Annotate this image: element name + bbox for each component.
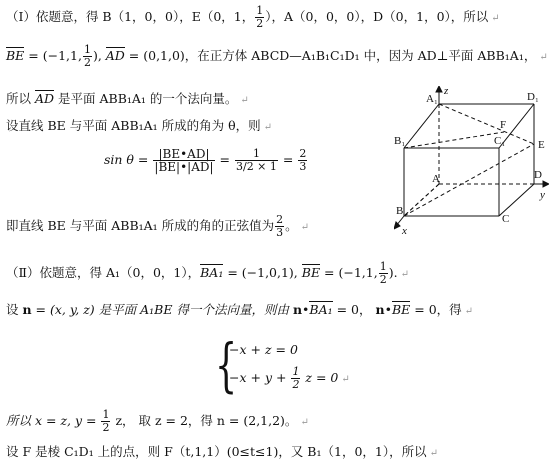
cube-edges — [404, 104, 534, 216]
sine-formula — [104, 148, 308, 173]
line-7-text-b: = (−1,0,1), — [223, 265, 302, 280]
cube-diagram — [394, 86, 549, 236]
return-mark: ↵ — [429, 448, 438, 459]
fraction-numerator: 1 — [83, 43, 91, 56]
line-1-text-a: （Ⅰ）依题意，得 B（1，0，0），E（0，1， — [6, 9, 255, 24]
return-mark: ↵ — [400, 269, 409, 280]
fraction-denominator: |BE|•|AD| — [154, 160, 214, 174]
vector-n: n — [375, 302, 385, 317]
line-8-text-b: = (x, y, z) 是平面 A₁BE 得一个法向量，则由 — [31, 302, 293, 317]
line-8-text-f: = 0，得 — [410, 302, 462, 317]
line-8-text-d: = 0， — [332, 302, 376, 317]
fraction-two-thirds — [275, 214, 284, 239]
label-e: E — [538, 139, 545, 151]
line-3-text-b: 是平面 ABB₁A₁ 的一个法向量。 — [54, 91, 238, 106]
label-d1: D₁ — [527, 91, 539, 103]
text-line-7 — [6, 261, 409, 286]
line-2-text-c: = (0,1,0)，在正方体 ABCD—A₁B₁C₁D₁ 中，因为 AD⊥平面 ABB₁A₁， — [124, 48, 537, 63]
return-mark: ↵ — [491, 13, 500, 24]
fraction-numerator: 2 — [299, 147, 307, 160]
text-line-4 — [6, 118, 272, 136]
equals-sign: = — [219, 152, 230, 167]
fraction-half — [291, 366, 300, 391]
fraction-two-thirds — [298, 148, 307, 173]
line-6-text-b: 。 — [285, 218, 298, 233]
line-7-text-d: ). — [388, 265, 398, 280]
segment-a-b-dashed — [404, 184, 439, 216]
fraction-half — [101, 409, 110, 434]
line-3-text-a: 所以 — [6, 91, 35, 106]
x-axis-arrow — [394, 222, 400, 229]
fraction-denominator: 2 — [256, 17, 264, 30]
label-x: x — [402, 225, 407, 236]
vector-ad: AD — [34, 91, 55, 106]
dot-operator: • — [302, 302, 310, 317]
label-f: F — [500, 119, 507, 131]
fraction-numerator: 2 — [276, 213, 284, 226]
line-9-text-a: 所以 x = z, y = — [6, 413, 101, 428]
fraction-one-over — [235, 148, 278, 173]
text-line-10 — [6, 444, 438, 462]
line-10-text: 设 F 是棱 C₁D₁ 上的点，则 F（t,1,1）(0≤t≤1)，又 B₁（1，0，1），所以 — [6, 444, 427, 459]
dot-operator: • — [384, 302, 392, 317]
hidden-edges — [404, 104, 534, 216]
line-2-text-a: = (−1,1, — [24, 48, 82, 63]
label-y: y — [540, 189, 545, 201]
text-line-9 — [6, 409, 309, 434]
fraction-half — [83, 44, 92, 69]
segment-a1-e — [439, 104, 534, 144]
fraction-numerator: 1 — [256, 4, 264, 17]
line-7-text-c: = (−1,1, — [320, 265, 378, 280]
label-b1: B₁ — [394, 135, 406, 147]
equation-2-text-a: −x + y + — [229, 370, 291, 385]
vector-ba1: BA₁ — [309, 302, 333, 317]
equation-2-text-b: z = 0 — [301, 370, 339, 385]
vector-be: BE — [391, 302, 411, 317]
return-mark: ↵ — [240, 95, 249, 106]
edge-a1-b1 — [404, 104, 439, 148]
vector-ad: AD — [105, 48, 125, 63]
line-9-text-b: z， 取 z = 2，得 n = (2,1,2)。 — [111, 413, 298, 428]
text-line-2 — [6, 44, 548, 69]
fraction-denominator: 2 — [379, 273, 387, 286]
fraction-half — [255, 5, 264, 30]
y-axis-arrow — [543, 181, 549, 187]
fraction-numerator: |BE•AD| — [153, 148, 214, 161]
fraction-denominator: 2 — [292, 378, 300, 391]
text-line-8 — [6, 302, 473, 320]
line-4-text: 设直线 BE 与平面 ABB₁A₁ 所成的角为 θ，则 — [6, 118, 261, 133]
fraction-denominator: 3 — [299, 160, 307, 173]
equation-1: −x + z = 0 — [229, 342, 298, 357]
edge-c-d — [499, 184, 534, 216]
equals-sign: = — [282, 152, 294, 167]
line-2-text-b: ), — [92, 48, 106, 63]
sine-theta-lhs: sin θ = — [104, 152, 149, 167]
vector-be: BE — [301, 265, 321, 280]
equation-2 — [229, 366, 350, 391]
vector-be: BE — [6, 48, 25, 63]
text-line-6 — [6, 214, 309, 239]
fraction-numerator: 1 — [235, 148, 278, 161]
text-line-3 — [6, 91, 249, 109]
label-z: z — [444, 86, 449, 97]
line-6-text-a: 即直线 BE 与平面 ABB₁A₁ 所成的角的正弦值为 — [6, 218, 275, 233]
label-b: B — [396, 205, 404, 217]
label-a1: A₁ — [426, 93, 438, 105]
return-mark: ↵ — [341, 374, 350, 385]
equation-system — [215, 331, 350, 399]
label-c1: C₁ — [494, 135, 506, 147]
vector-ba1: BA₁ — [200, 265, 224, 280]
fraction-denominator: 2 — [83, 56, 91, 69]
fraction-numerator: 1 — [102, 408, 110, 421]
return-mark: ↵ — [464, 306, 474, 317]
return-mark: ↵ — [263, 122, 273, 133]
label-c: C — [502, 213, 510, 225]
fraction-denominator: 2 — [102, 421, 110, 434]
line-1-text-b: ），A（0，0，0），D（0，1，0），所以 — [265, 9, 489, 24]
line-7-text-a: （Ⅱ）依题意，得 A₁（0，0，1）， — [6, 265, 201, 280]
z-axis-arrow — [436, 86, 442, 92]
fraction-numerator: 1 — [292, 365, 300, 378]
fraction-denominator: 3 — [276, 226, 284, 239]
fraction-half — [379, 261, 388, 286]
return-mark: ↵ — [300, 417, 309, 428]
return-mark: ↵ — [300, 222, 310, 233]
text-line-1 — [6, 5, 500, 30]
segment-b-e — [404, 144, 534, 216]
label-d: D — [534, 169, 542, 181]
fraction-dot-over-norms — [153, 148, 214, 173]
fraction-numerator: 1 — [379, 260, 387, 273]
axes — [394, 86, 549, 229]
segment-b1-f — [404, 132, 504, 148]
vector-n: n — [22, 302, 32, 317]
fraction-denominator: 3/2 × 1 — [235, 160, 277, 173]
label-a: A — [432, 173, 440, 185]
line-8-text-a: 设 — [6, 302, 23, 317]
left-brace: { — [215, 331, 238, 399]
return-mark: ↵ — [539, 52, 548, 63]
vector-n: n — [292, 302, 303, 317]
